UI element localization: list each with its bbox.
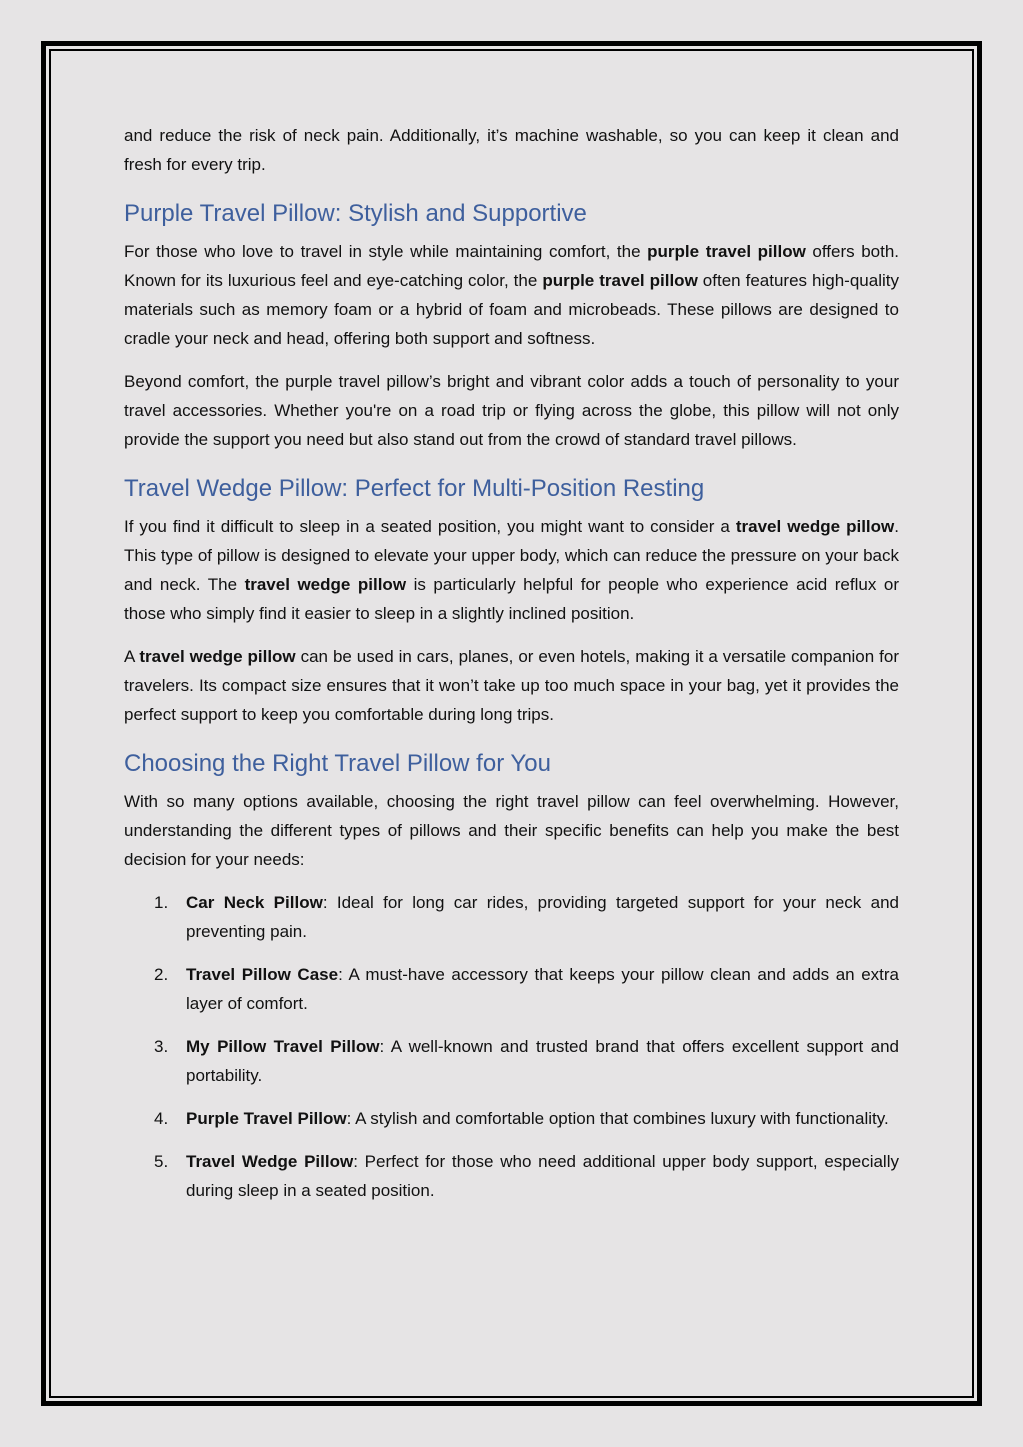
bold-term: travel wedge pillow: [139, 647, 296, 666]
choosing-paragraph: With so many options available, choosing the right travel pillow can feel overwhelming. However, understanding the different types of pillows and their specific benefits can help you make the best decision for your needs:: [124, 792, 899, 869]
heading-travel-wedge-pillow: Travel Wedge Pillow: Perfect for Multi-Position Resting: [124, 475, 705, 502]
heading-choosing-pillow: Choosing the Right Travel Pillow for You: [124, 750, 551, 777]
pillow-types-list: [124, 888, 899, 1205]
list-item: 1. Car Neck Pillow: Ideal for long car rides, providing targeted support for your neck and preventing pain.: [154, 893, 899, 941]
bold-term: purple travel pillow: [647, 242, 806, 261]
bold-term: travel wedge pillow: [735, 517, 895, 536]
bold-term: purple travel pillow: [542, 271, 698, 290]
intro-continuation-paragraph: and reduce the risk of neck pain. Additionally, it’s machine washable, so you can keep it clean and fresh for every trip.: [124, 126, 899, 174]
purple-paragraph-1: For those who love to travel in style while maintaining comfort, the purple travel pillow offers both. Known for its luxurious feel and eye-catching color, the purple travel pillow often features high-quality materials such as memory foam or a hybrid of foam and microbeads. These pillows are designed to cradle your neck and head, offering both support and softness.: [124, 242, 900, 348]
list-item: 3. My Pillow Travel Pillow: A well-known and trusted brand that offers excellent support and portability.: [154, 1037, 900, 1085]
list-item: 5. Travel Wedge Pillow: Perfect for those who need additional upper body support, especially during sleep in a seated position.: [154, 1152, 899, 1200]
document-content: [124, 121, 899, 1219]
wedge-paragraph-2: A travel wedge pillow can be used in cars, planes, or even hotels, making it a versatile companion for travelers. Its compact size ensures that it won’t take up too much space in your bag, yet it provides the perfect support to keep you comfortable during long trips.: [124, 647, 899, 724]
list-item: 4. Purple Travel Pillow: A stylish and comfortable option that combines luxury with functionality.: [154, 1109, 889, 1128]
list-item: 2. Travel Pillow Case: A must-have accessory that keeps your pillow clean and adds an extra layer of comfort.: [154, 965, 899, 1013]
heading-purple-travel-pillow: Purple Travel Pillow: Stylish and Supportive: [124, 200, 587, 227]
purple-paragraph-2: Beyond comfort, the purple travel pillow’s bright and vibrant color adds a touch of personality to your travel accessories. Whether you're on a road trip or flying across the globe, this pillow will not only provide the support you need but also stand out from the crowd of standard travel pillows.: [124, 372, 899, 449]
bold-term: travel wedge pillow: [244, 575, 407, 594]
wedge-paragraph-1: If you find it difficult to sleep in a seated position, you might want to consider a travel wedge pillow. This type of pillow is designed to elevate your upper body, which can reduce the pressure on your back and neck. The travel wedge pillow is particularly helpful for people who experience acid reflux or those who simply find it easier to sleep in a slightly inclined position.: [124, 517, 900, 623]
